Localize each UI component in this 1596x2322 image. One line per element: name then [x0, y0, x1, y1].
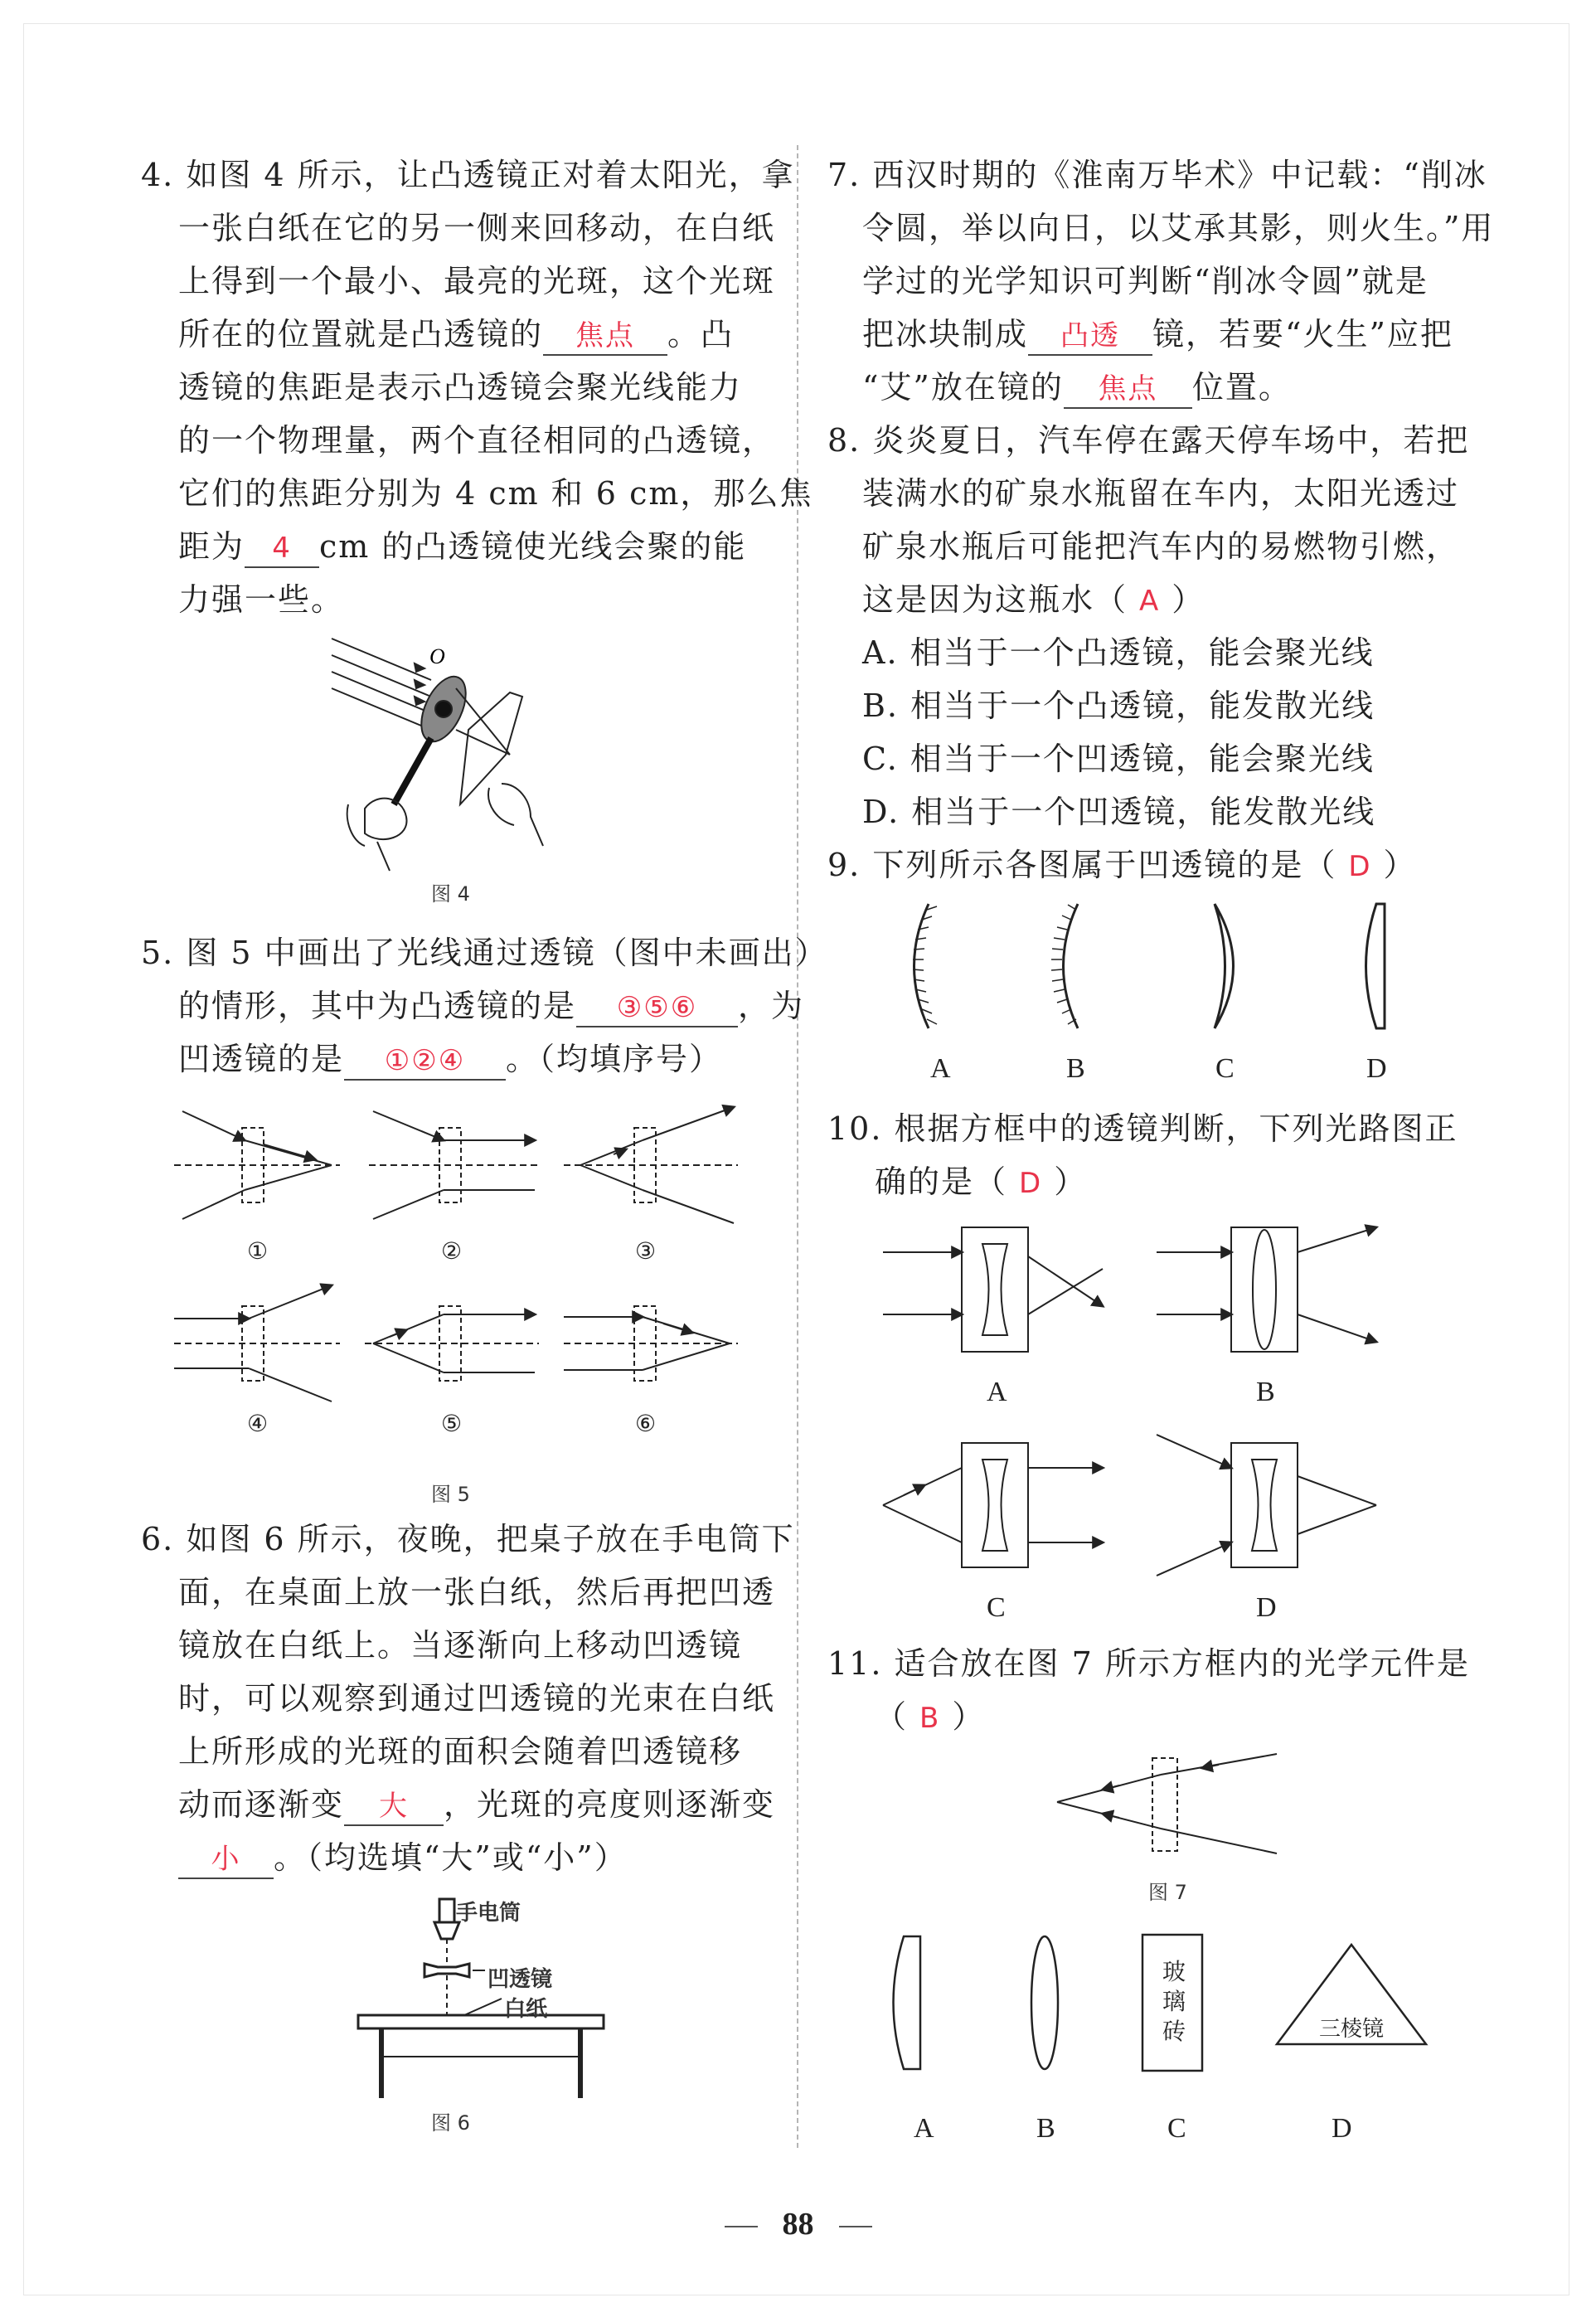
fig5-diagram-4	[174, 1285, 340, 1401]
fig5-label-4: ④	[247, 1410, 269, 1437]
q6-answer-1: 大	[379, 1790, 410, 1823]
q5-line-2: 的情形，其中为凸透镜的是 ③⑤⑥ ，为	[178, 984, 804, 1027]
fig5-diagram-1	[174, 1111, 340, 1219]
q11-line-2: （ B ）	[875, 1698, 986, 1735]
q10-option-b-diagram	[1157, 1227, 1376, 1352]
q10-line-1: 10. 根据方框中的透镜判断，下列光路图正	[827, 1110, 1458, 1147]
q10-label-d: D	[1256, 1592, 1277, 1623]
figure-4	[332, 630, 597, 879]
q4-answer-1: 焦点	[575, 319, 636, 352]
q10-label-b: B	[1256, 1377, 1275, 1407]
q10-label-c: C	[987, 1592, 1006, 1623]
fig6-label-flashlight: 手电筒	[456, 1901, 521, 1926]
q10-line-2: 确的是（ D ）	[875, 1163, 1088, 1200]
q11-label-b: B	[1036, 2113, 1055, 2144]
q8-line-2: 装满水的矿泉水瓶留在车内，太阳光透过	[862, 475, 1460, 512]
q11-glass-brick-text: 玻璃砖	[1162, 1958, 1186, 2045]
q11-option-b-shape	[1031, 1936, 1058, 2069]
q4-line-6: 的一个物理量，两个直径相同的凸透镜，	[178, 422, 776, 459]
q8-line-3: 矿泉水瓶后可能把汽车内的易燃物引燃，	[862, 528, 1460, 565]
fig5-diagram-6	[564, 1306, 738, 1381]
q4-line-9: 力强一些。	[178, 581, 345, 618]
q10-ray-diagrams	[879, 1219, 1426, 1625]
q8-option-c: C. 相当于一个凹透镜，能会聚光线	[862, 741, 1375, 777]
q7-line-3: 学过的光学知识可判断“削冰令圆”就是	[862, 263, 1429, 299]
q5-line-1: 5. 图 5 中画出了光线通过透镜（图中未画出）	[141, 935, 828, 971]
q7-answer-2: 焦点	[1098, 372, 1158, 406]
q10-label-a: A	[987, 1377, 1007, 1407]
q8-answer: A	[1139, 585, 1161, 618]
q4-line-5: 透镜的焦距是表示凸透镜会聚光线能力	[178, 369, 743, 406]
q11-prism-text: 三棱镜	[1318, 2017, 1384, 2042]
q11-line-1: 11. 适合放在图 7 所示方框内的光学元件是	[827, 1645, 1470, 1682]
fig4-label-o: O	[429, 644, 445, 668]
q7-line-1: 7. 西汉时期的《淮南万毕术》中记载：“削冰	[827, 157, 1487, 193]
fig5-diagram-5	[365, 1306, 539, 1381]
q10-option-a-diagram	[883, 1227, 1103, 1352]
q10-option-c-diagram	[883, 1443, 1103, 1567]
q4-line-8: 距为 4 cm 的凸透镜使光线会聚的能	[178, 525, 746, 568]
q9-stem: 9. 下列所示各图属于凹透镜的是（ D ）	[827, 847, 1417, 883]
q5-answer-concave: ①②④	[384, 1044, 466, 1077]
q11-option-a-shape	[894, 1936, 921, 2069]
q4-answer-2: 4	[272, 532, 292, 565]
q9-label-b: B	[1066, 1053, 1085, 1084]
q11-label-d: D	[1332, 2113, 1352, 2144]
fig5-label-6: ⑥	[635, 1410, 657, 1437]
fig5-label-5: ⑤	[441, 1410, 463, 1437]
q6-line-1: 6. 如图 6 所示，夜晚，把桌子放在手电筒下	[141, 1521, 795, 1557]
q6-line-5: 上所形成的光斑的面积会随着凹透镜移	[178, 1733, 743, 1770]
q9-label-a: A	[930, 1053, 951, 1084]
q9-answer: D	[1348, 850, 1372, 883]
q7-line-5: “艾”放在镜的 焦点 位置。	[862, 366, 1292, 409]
q6-line-3: 镜放在白纸上。当逐渐向上移动凹透镜	[178, 1627, 743, 1664]
q11-label-c: C	[1167, 2113, 1186, 2144]
fig5-label-3: ③	[635, 1237, 657, 1265]
q4-line-3: 上得到一个最小、最亮的光斑，这个光斑	[178, 263, 776, 299]
q9-option-c-shape	[1215, 904, 1234, 1028]
q8-option-a: A. 相当于一个凸透镜，能会聚光线	[862, 634, 1375, 671]
q9-label-d: D	[1366, 1053, 1387, 1084]
q6-line-2: 面，在桌面上放一张白纸，然后再把凹透	[178, 1574, 776, 1610]
q6-answer-2: 小	[211, 1843, 241, 1876]
fig4-caption: 图 4	[431, 882, 470, 906]
q10-option-d-diagram	[1157, 1435, 1376, 1576]
q6-line-6: 动而逐渐变 大 ，光斑的亮度则逐渐变	[178, 1783, 775, 1826]
q11-label-a: A	[914, 2113, 934, 2144]
fig6-label-paper: 白纸	[504, 1997, 548, 2022]
q7-answer-1: 凸透	[1060, 319, 1121, 352]
q9-option-a-shape	[914, 904, 929, 1028]
fig5-label-1: ①	[247, 1237, 269, 1265]
q4-line-7: 它们的焦距分别为 4 cm 和 6 cm，那么焦	[178, 475, 813, 512]
figure-7	[1053, 1750, 1285, 1858]
q9-label-c: C	[1215, 1053, 1235, 1084]
fig5-label-2: ②	[441, 1237, 463, 1265]
fig5-diagram-2	[369, 1111, 539, 1219]
q5-answer-convex: ③⑤⑥	[616, 991, 698, 1024]
q7-line-4: 把冰块制成 凸透 镜，若要“火生”应把	[862, 313, 1453, 356]
q9-lens-options	[895, 900, 1409, 1032]
q7-line-2: 令圆，举以向日，以艾承其影，则火生。”用	[862, 210, 1495, 246]
q4-line-4: 所在的位置就是凸透镜的 焦点 。凸	[178, 313, 734, 356]
column-divider	[797, 145, 798, 2148]
q8-line-4: 这是因为这瓶水（ A ）	[862, 581, 1205, 618]
q8-line-1: 8. 炎炎夏日，汽车停在露天停车场中，若把	[827, 422, 1470, 459]
fig5-diagram-3	[564, 1107, 738, 1223]
page-number: 88	[0, 2206, 1596, 2242]
q6-line-4: 时，可以观察到通过凹透镜的光束在白纸	[178, 1680, 776, 1717]
q8-option-d: D. 相当于一个凹透镜，能发散光线	[862, 794, 1376, 830]
q10-answer: D	[1019, 1167, 1043, 1200]
q6-line-7: 小 。（均选填“大”或“小”）	[178, 1836, 628, 1879]
q9-option-d-shape	[1366, 904, 1385, 1028]
fig7-caption: 图 7	[1148, 1881, 1187, 1904]
q11-answer: B	[919, 1702, 941, 1735]
q5-line-3: 凹透镜的是 ①②④ 。（均填序号）	[178, 1037, 722, 1081]
fig5-caption: 图 5	[431, 1483, 470, 1506]
q8-option-b: B. 相当于一个凸透镜，能发散光线	[862, 687, 1375, 724]
fig6-caption: 图 6	[431, 2111, 470, 2135]
q4-line-1: 4. 如图 4 所示，让凸透镜正对着太阳光，拿	[141, 157, 795, 193]
q4-line-2: 一张白纸在它的另一侧来回移动，在白纸	[178, 210, 776, 246]
fig6-label-concave-lens: 凹透镜	[488, 1967, 553, 1992]
